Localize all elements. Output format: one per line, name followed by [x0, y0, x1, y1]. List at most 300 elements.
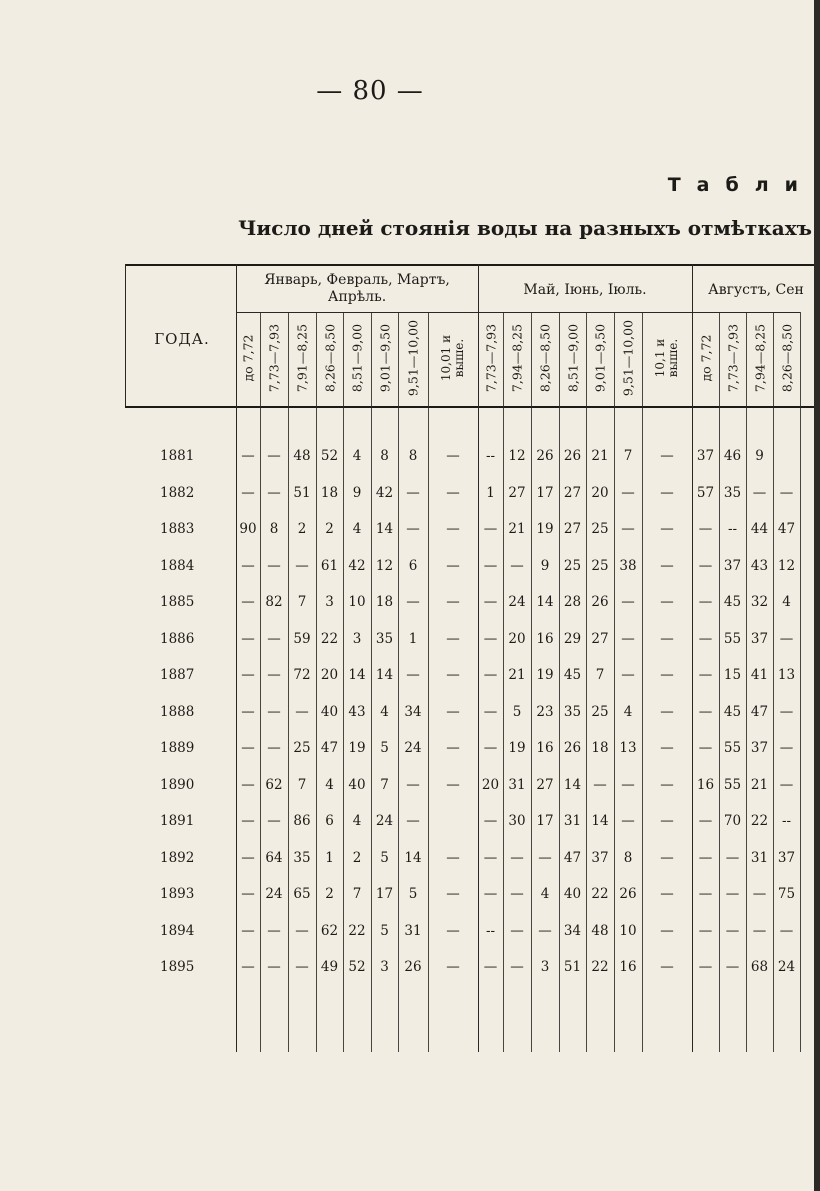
table-cell: 37	[696, 448, 715, 464]
table-cell: 20	[508, 630, 526, 647]
table-cell: —	[779, 484, 794, 501]
table-cell: —	[621, 521, 635, 537]
column-header-label: до 7,72	[240, 334, 256, 382]
column-header-label: 9,51—10,00	[620, 319, 636, 397]
table-cell: 31	[404, 922, 422, 939]
table-cell: 42	[375, 484, 394, 501]
column-header-label: 8,51—9,00	[349, 323, 365, 393]
table-cell: 40	[563, 886, 582, 902]
table-cell: —	[698, 740, 713, 756]
table-cell: 51	[293, 484, 311, 501]
table-cell: —	[483, 667, 498, 683]
table-cell: 14	[404, 849, 422, 866]
table-cell: 31	[750, 849, 769, 866]
table-cell: 19	[536, 521, 554, 537]
table-cell: 5	[408, 886, 418, 902]
table-cell: —	[752, 484, 767, 501]
table-cell: —	[698, 703, 713, 720]
table-cell: 2	[352, 849, 362, 866]
table-cell: —	[267, 630, 281, 647]
table-cell: 7	[297, 776, 307, 793]
year-label: 1883	[160, 521, 195, 537]
table-cell: 15	[723, 667, 742, 683]
table-cell: 7	[623, 448, 633, 464]
table-cell: 3	[352, 630, 362, 647]
table-cell: 25	[591, 703, 609, 720]
column-header	[236, 312, 260, 404]
year-label: 1895	[160, 959, 195, 975]
column-header-label: 8,26—8,50	[322, 323, 337, 393]
table-cell: 2	[325, 521, 334, 537]
table-cell: 26	[619, 886, 637, 902]
column-header	[746, 312, 773, 404]
table-cell: 64	[265, 849, 283, 866]
table-cell: 55	[723, 776, 742, 793]
table-cell: 70	[723, 813, 742, 829]
table-cell: 35	[293, 849, 311, 866]
column-header	[642, 312, 692, 404]
table-cell: 9	[755, 448, 764, 464]
table-cell: 17	[536, 484, 554, 501]
table-cell: 5	[380, 740, 389, 756]
table-cell: 4	[380, 703, 389, 720]
table-cell: 61	[320, 557, 339, 574]
table-cell: —	[483, 959, 498, 975]
table-cell: 9	[352, 484, 362, 501]
table-cell: 2	[297, 521, 307, 537]
table-cell: —	[698, 630, 713, 647]
table-cell: 20	[591, 484, 609, 501]
table-cell: 18	[375, 594, 394, 610]
table-cell: 24	[777, 959, 796, 975]
table-cell: 27	[508, 484, 526, 501]
table-cell: —	[779, 922, 794, 939]
table-cell: 55	[723, 740, 742, 756]
table-cell: 25	[591, 557, 609, 574]
table-cell: 52	[348, 959, 366, 975]
column-group-header: Май, Іюнь, Іюль.	[523, 282, 647, 298]
table-cell: 17	[536, 813, 554, 829]
table-cell: —	[446, 448, 460, 464]
table-left-line	[125, 264, 126, 406]
table-cell: —	[446, 776, 460, 793]
table-cell: —	[267, 448, 281, 464]
table-cell: 55	[723, 630, 742, 647]
column-header	[719, 312, 746, 404]
table-cell: --	[485, 448, 496, 464]
table-cell: —	[779, 630, 794, 647]
table-cell: —	[660, 484, 674, 501]
page-number: — 80 —	[316, 76, 424, 106]
table-cell: 3	[380, 959, 389, 975]
table-cell: —	[510, 849, 524, 866]
table-cell: 48	[293, 448, 311, 464]
table-cell: 86	[293, 813, 311, 829]
table-cell: —	[621, 594, 635, 610]
column-header-label: 8,26—8,50	[537, 323, 553, 393]
table-cell: 8	[269, 521, 279, 537]
table-cell: —	[779, 776, 794, 793]
table-cell: —	[510, 922, 524, 939]
table-cell: 10	[348, 594, 366, 610]
year-label: 1885	[160, 594, 195, 610]
table-cell: 47	[320, 740, 339, 756]
table-cell: —	[241, 667, 255, 683]
table-cell: 90	[239, 521, 257, 537]
table-cell: 3	[540, 959, 550, 975]
table-cell: 25	[591, 521, 609, 537]
table-cell: 28	[563, 594, 582, 610]
table-cell: —	[241, 813, 255, 829]
table-cell: 7	[380, 776, 389, 793]
table-cell: 34	[563, 922, 582, 939]
table-cell: 19	[536, 667, 554, 683]
header-bottom-rule	[125, 406, 815, 408]
table-cell: 8	[380, 448, 389, 464]
table-cell: 49	[320, 959, 339, 975]
page-edge	[814, 0, 820, 1191]
table-cell: 7	[297, 594, 307, 610]
column-header	[288, 312, 316, 404]
table-cell: 82	[265, 594, 283, 610]
column-header-label: 7,94—8,25	[509, 323, 525, 393]
table-cell: —	[295, 922, 309, 939]
table-cell: 57	[696, 484, 715, 501]
column-header-label: 8,51—9,00	[565, 323, 580, 393]
table-cell: —	[241, 776, 255, 793]
table-cell: 27	[563, 484, 582, 501]
column-line	[800, 312, 801, 1052]
table-cell: 18	[591, 740, 609, 756]
table-cell: 43	[348, 703, 366, 720]
column-header	[478, 312, 503, 404]
year-label: 1884	[160, 557, 195, 574]
table-cell: 16	[619, 959, 637, 975]
table-cell: 24	[375, 813, 394, 829]
table-cell: 17	[375, 886, 394, 902]
column-header	[260, 312, 288, 404]
table-cell: 1	[408, 630, 418, 647]
column-header-label: до 7,72	[698, 334, 713, 382]
column-header-label: 10,01 и выше.	[439, 334, 466, 382]
table-cell: 40	[320, 703, 339, 720]
table-cell: —	[483, 557, 498, 574]
table-cell: 45	[563, 667, 582, 683]
table-cell: 47	[777, 521, 796, 537]
table-cell: 41	[750, 667, 769, 683]
table-cell: —	[725, 959, 740, 975]
table-cell: 12	[777, 557, 796, 574]
table-cell: 4	[782, 594, 791, 610]
table-cell: 62	[320, 922, 339, 939]
top-rule	[125, 264, 815, 266]
table-cell: 4	[352, 813, 362, 829]
table-cell: 30	[508, 813, 526, 829]
year-label: 1881	[160, 448, 195, 464]
table-cell: 47	[750, 703, 769, 720]
table-cell: —	[660, 922, 674, 939]
column-header	[371, 312, 398, 404]
table-cell: 37	[723, 557, 742, 574]
column-header-label: 7,91—8,25	[294, 323, 310, 393]
table-cell: 22	[348, 922, 366, 939]
table-cell: 24	[265, 886, 283, 902]
table-cell: —	[698, 557, 713, 574]
year-label: 1891	[160, 813, 195, 829]
table-cell: 35	[563, 703, 582, 720]
table-cell: 40	[348, 776, 366, 793]
table-cell: 26	[404, 959, 422, 975]
table-caption: Число дней стоянія воды на разныхъ отмѣткахъ	[238, 216, 812, 240]
table-cell: —	[660, 557, 674, 574]
table-cell: 4	[540, 886, 550, 902]
year-label: 1894	[160, 922, 195, 939]
table-cell: —	[267, 813, 281, 829]
table-cell: 14	[348, 667, 366, 683]
table-cell: —	[446, 740, 460, 756]
table-cell: —	[406, 484, 420, 501]
table-cell: 25	[563, 557, 582, 574]
table-cell: 5	[380, 922, 389, 939]
table-cell: 42	[348, 557, 366, 574]
table-cell: —	[295, 959, 309, 975]
column-header	[398, 312, 428, 404]
year-label: 1892	[160, 849, 195, 866]
column-header-label: 9,01—9,50	[592, 323, 608, 393]
table-cell: —	[660, 740, 674, 756]
table-cell: —	[406, 521, 420, 537]
table-cell: 44	[750, 521, 769, 537]
table-cell: —	[241, 448, 255, 464]
table-cell: —	[698, 521, 713, 537]
table-cell: 4	[352, 448, 362, 464]
column-header	[343, 312, 371, 404]
table-cell: —	[660, 448, 674, 464]
table-cell: —	[267, 484, 281, 501]
year-label: 1886	[160, 630, 195, 647]
table-cell: 34	[404, 703, 422, 720]
table-cell: —	[725, 886, 740, 902]
table-cell: 26	[563, 448, 582, 464]
table-cell: —	[446, 630, 460, 647]
table-cell: —	[621, 484, 635, 501]
table-cell: —	[483, 813, 498, 829]
table-cell: —	[406, 813, 420, 829]
table-cell: 12	[375, 557, 394, 574]
table-cell: 19	[508, 740, 526, 756]
table-cell: —	[446, 959, 460, 975]
table-cell: —	[267, 922, 281, 939]
table-cell: —	[725, 922, 740, 939]
table-cell: —	[446, 521, 460, 537]
table-cell: 45	[723, 594, 742, 610]
table-cell: —	[267, 557, 281, 574]
table-cell: —	[698, 594, 713, 610]
table-cell: 13	[619, 740, 637, 756]
year-label: 1893	[160, 886, 195, 902]
table-cell: —	[241, 557, 255, 574]
table-cell: —	[295, 557, 309, 574]
table-cell: —	[621, 667, 635, 683]
table-cell: —	[698, 922, 713, 939]
table-cell: 37	[750, 740, 769, 756]
table-cell: 29	[563, 630, 582, 647]
table-cell: 4	[623, 703, 633, 720]
table-cell: 16	[536, 630, 554, 647]
table-cell: —	[538, 922, 552, 939]
table-cell: --	[485, 922, 496, 939]
table-cell: —	[406, 594, 420, 610]
table-cell: 37	[750, 630, 769, 647]
table-cell: —	[510, 959, 524, 975]
table-cell: —	[241, 484, 255, 501]
table-cell: —	[295, 703, 309, 720]
table-cell: —	[406, 776, 420, 793]
table-cell: 26	[563, 740, 582, 756]
table-cell: 16	[696, 776, 715, 793]
year-label: 1888	[160, 703, 195, 720]
table-cell: —	[406, 667, 420, 683]
table-cell: —	[660, 667, 674, 683]
table-label: Табли	[667, 174, 814, 196]
table-cell: —	[510, 886, 524, 902]
table-cell: —	[660, 849, 674, 866]
table-cell: —	[241, 740, 255, 756]
column-header	[316, 312, 343, 404]
column-header	[614, 312, 642, 404]
table-cell: 1	[486, 484, 495, 501]
table-cell: 21	[508, 667, 526, 683]
column-header	[692, 312, 719, 404]
table-cell: —	[446, 484, 460, 501]
table-cell: —	[241, 886, 255, 902]
table-cell: —	[660, 776, 674, 793]
column-header	[503, 312, 531, 404]
table-cell: 4	[325, 776, 334, 793]
table-cell: 72	[293, 667, 311, 683]
table-cell: —	[752, 886, 767, 902]
column-group-header: Августъ, Сен	[708, 282, 804, 298]
year-column-header: ГОДА.	[154, 330, 210, 348]
table-cell: 13	[777, 667, 796, 683]
table-cell: 22	[320, 630, 339, 647]
table-cell: 31	[563, 813, 582, 829]
table-cell: 1	[325, 849, 334, 866]
table-cell: 32	[750, 594, 769, 610]
table-cell: —	[698, 849, 713, 866]
table-cell: —	[660, 594, 674, 610]
table-cell: 16	[536, 740, 554, 756]
table-cell: —	[660, 813, 674, 829]
table-cell: 7	[595, 667, 605, 683]
table-cell: 19	[348, 740, 366, 756]
table-cell: —	[725, 849, 740, 866]
table-cell: —	[779, 740, 794, 756]
table-cell: 22	[750, 813, 769, 829]
table-cell: 37	[777, 849, 796, 866]
table-cell: —	[593, 776, 607, 793]
column-header	[428, 312, 478, 404]
table-cell: —	[267, 959, 281, 975]
table-cell: 52	[320, 448, 339, 464]
table-cell: —	[483, 740, 498, 756]
table-cell: 37	[591, 849, 609, 866]
table-cell: 21	[750, 776, 769, 793]
table-cell: 20	[320, 667, 339, 683]
table-cell: 21	[508, 521, 526, 537]
table-cell: 31	[508, 776, 526, 793]
table-cell: 8	[408, 448, 418, 464]
table-cell: —	[752, 922, 767, 939]
table-cell: 65	[293, 886, 311, 902]
table-cell: 6	[408, 557, 418, 574]
table-cell: —	[446, 703, 460, 720]
table-cell: —	[483, 849, 498, 866]
table-cell: 24	[404, 740, 422, 756]
table-cell: —	[267, 667, 281, 683]
table-cell: —	[267, 740, 281, 756]
column-header	[773, 312, 800, 404]
table-cell: 22	[591, 959, 609, 975]
table-cell: 75	[777, 886, 796, 902]
table-cell: 5	[380, 849, 389, 866]
table-cell: 22	[591, 886, 609, 902]
table-cell: 45	[723, 703, 742, 720]
table-cell: 7	[352, 886, 362, 902]
table-cell: —	[698, 959, 713, 975]
table-cell: 14	[536, 594, 554, 610]
table-cell: —	[446, 849, 460, 866]
table-cell: —	[660, 630, 674, 647]
column-header	[586, 312, 614, 404]
table-cell: —	[483, 630, 498, 647]
table-cell: 35	[375, 630, 394, 647]
table-cell: 26	[536, 448, 554, 464]
table-cell: 51	[563, 959, 582, 975]
table-cell: 12	[508, 448, 526, 464]
table-cell: 20	[481, 776, 500, 793]
table-cell: —	[241, 959, 255, 975]
table-cell: —	[660, 959, 674, 975]
table-cell: —	[267, 703, 281, 720]
column-header-label: 10,1 и выше.	[653, 338, 680, 378]
table-cell: 35	[723, 484, 742, 501]
table-cell: —	[241, 703, 255, 720]
table-cell: 59	[293, 630, 311, 647]
table-cell: 8	[623, 849, 633, 866]
table-cell: --	[727, 521, 738, 537]
table-cell: —	[779, 703, 794, 720]
table-cell: —	[446, 667, 460, 683]
table-cell: 5	[512, 703, 522, 720]
table-cell: 62	[265, 776, 283, 793]
column-header-label: 8,26—8,50	[779, 323, 794, 393]
year-label: 1889	[160, 740, 195, 756]
table-cell: —	[698, 667, 713, 683]
table-cell: 26	[591, 594, 609, 610]
column-header-label: 9,51—10,00	[405, 319, 421, 397]
table-cell: —	[446, 557, 460, 574]
table-cell: 48	[591, 922, 609, 939]
column-header-label: 7,73—7,93	[725, 323, 740, 393]
year-label: 1890	[160, 776, 195, 793]
column-header-label: 7,73—7,93	[483, 323, 498, 393]
table-cell: —	[446, 594, 460, 610]
table-cell: —	[660, 521, 674, 537]
table-cell: —	[621, 630, 635, 647]
table-cell: 25	[293, 740, 311, 756]
year-label: 1887	[160, 667, 195, 683]
